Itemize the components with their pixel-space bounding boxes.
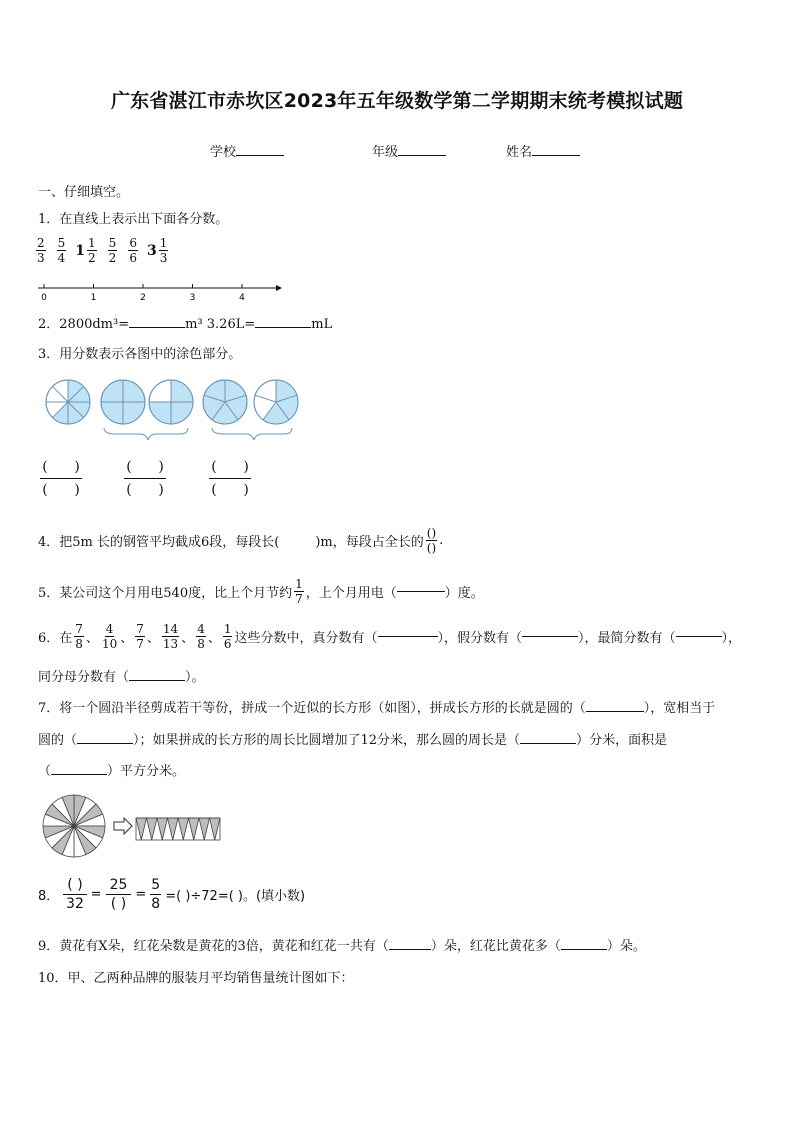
- arrow-icon: [114, 818, 132, 834]
- q6-separator: 、: [181, 631, 195, 646]
- q1-fraction-den: 3: [37, 251, 45, 265]
- q7-blank-4[interactable]: [51, 774, 107, 775]
- q6-blank-1[interactable]: [378, 636, 438, 637]
- question-1-text: 1．在直线上表示出下面各分数。: [38, 212, 229, 227]
- q5-fraction: $\frac{1}{7}$: [295, 577, 303, 606]
- rectangle-sector: [210, 818, 221, 840]
- q1-fraction: [55, 236, 69, 265]
- q8-fraction-2[interactable]: $\frac{25}{( )}$: [106, 876, 132, 913]
- q1-fraction-num: 5: [57, 236, 66, 250]
- fraction-circle: [46, 380, 90, 424]
- q8-fraction-1[interactable]: $\frac{( )}{32}$: [63, 876, 86, 913]
- q1-fraction-den: 4: [57, 251, 66, 265]
- question-7-line-2: 圆的（ ）；如果拼成的长方形的周长比圆增加了12分米，那么圆的周长是（ ）分米，面积是: [38, 733, 668, 748]
- q6-fraction-list: [72, 622, 234, 651]
- fraction-circle: [149, 380, 193, 424]
- q6-blank-3[interactable]: [676, 636, 722, 637]
- q1-fraction-num: 6: [129, 236, 137, 250]
- q6-fraction: $\frac{7}{8}$: [75, 622, 83, 651]
- section-heading: 一、仔细填空。: [38, 185, 130, 200]
- q3-answer-2[interactable]: $\frac{( )}{( )}$: [124, 459, 166, 498]
- q1-fraction: [147, 236, 170, 265]
- number-line-label: 2: [140, 293, 146, 303]
- q9-blank-1[interactable]: [389, 949, 431, 950]
- q6-separator: 、: [207, 631, 221, 646]
- q3-answer-1[interactable]: $\frac{( )}{( )}$: [40, 459, 82, 498]
- fraction-circle: [101, 380, 145, 424]
- rectangle-sector: [136, 818, 147, 840]
- q6-blank-2[interactable]: [522, 636, 578, 637]
- q1-fraction-whole: 3: [146, 242, 157, 259]
- q6-fraction: $\frac{1}{6}$: [223, 622, 232, 651]
- q8-blanks[interactable]: =( )÷72=( )。(填小数): [165, 889, 306, 904]
- q7-blank-1[interactable]: [586, 711, 644, 712]
- number-line-label: 3: [189, 293, 196, 303]
- question-9: 9．黄花有X朵，红花朵数是黄花的3倍，黄花和红花一共有（ ）朵，红花比黄花多（ ）朵。: [38, 939, 646, 954]
- q6-separator: 、: [85, 631, 99, 646]
- q6-fraction: $\frac{7}{7}$: [136, 622, 144, 651]
- q3-circle-figures: [40, 378, 302, 440]
- q1-fraction-den: 3: [159, 251, 168, 265]
- grade-blank[interactable]: [398, 143, 446, 156]
- q2-blank-1[interactable]: [129, 327, 185, 328]
- question-4: 4．把5m 长的钢管平均截成6段，每段长( )m，每段占全长的 $\frac{()}{()}$ .: [38, 526, 444, 555]
- rectangle-sector: [147, 818, 158, 840]
- q1-fraction-num: 1: [88, 236, 96, 250]
- school-blank[interactable]: [236, 143, 284, 156]
- q1-fraction-den: 6: [129, 251, 137, 265]
- rectangle-sector: [189, 818, 200, 840]
- number-line-label: 4: [239, 293, 245, 303]
- q1-fraction-whole: 1: [75, 242, 86, 259]
- q5-blank[interactable]: [397, 591, 445, 592]
- q4-fraction[interactable]: $\frac{()}{()}$: [426, 526, 437, 555]
- q6-separator: 、: [146, 631, 160, 646]
- rectangle-sector: [199, 818, 210, 840]
- q6-fraction: $\frac{4}{8}$: [197, 622, 205, 651]
- rectangle-sector: [168, 818, 179, 840]
- q1-fraction-num: 2: [37, 236, 45, 250]
- q1-fraction: [106, 236, 120, 265]
- q1-fraction-num: 5: [108, 236, 117, 250]
- q8-fraction-3: $\frac{5}{8}$: [151, 877, 161, 912]
- q6-fraction: $\frac{4}{10}$: [101, 622, 118, 651]
- school-field: 学校: [210, 141, 284, 160]
- question-6-line-1: 6．在 $\frac{7}{8}$ 、 $\frac{4}{10}$ 、 $\frac{7}{7}$ 、 $\frac{14}{13}$ 、 $\frac{4}{8}$ 、 $\frac{1}{6}$ 这些分数中，真分数有（ ），假分数有（ ），最简分数有（ ），: [38, 622, 742, 651]
- q7-circle-to-rectangle-figure: [40, 794, 225, 858]
- fraction-circle: [203, 380, 247, 424]
- q1-fraction-list: [34, 236, 170, 265]
- name-field: 姓名: [506, 141, 580, 160]
- q3-answer-3[interactable]: $\frac{( )}{( )}$: [209, 459, 251, 498]
- q6-separator: 、: [120, 631, 134, 646]
- page-title: 广东省湛江市赤坎区2023年五年级数学第二学期期末统考模拟试题: [110, 90, 684, 112]
- q1-fraction: [34, 236, 48, 265]
- number-line: [30, 280, 290, 304]
- q1-fraction: [126, 236, 140, 265]
- q1-fraction-den: 2: [88, 251, 96, 265]
- question-8: 8． $\frac{( )}{32}$ = $\frac{25}{( )}$ = $\frac{5}{8}$ =( )÷72=( )。(填小数): [38, 877, 306, 912]
- q1-fraction-num: 1: [159, 236, 168, 250]
- question-6-line-2: 同分母分数有（ ）。: [38, 670, 205, 685]
- fraction-circle: [254, 380, 298, 424]
- q1-fraction-den: 2: [108, 251, 117, 265]
- number-line-label: 0: [41, 293, 47, 303]
- question-7-line-1: 7．将一个圆沿半径剪成若干等份，拼成一个近似的长方形（如图），拼成长方形的长就是圆的（ ），宽相当于: [38, 701, 716, 716]
- number-line-label: 1: [90, 293, 97, 303]
- name-blank[interactable]: [532, 143, 580, 156]
- q1-fraction: [75, 236, 98, 265]
- rectangle-sector: [178, 818, 189, 840]
- q7-blank-3[interactable]: [520, 743, 576, 744]
- q6-blank-4[interactable]: [129, 680, 185, 681]
- q2-blank-2[interactable]: [255, 327, 311, 328]
- question-3-text: 3．用分数表示各图中的涂色部分。: [38, 347, 242, 362]
- grade-field: 年级: [372, 141, 446, 160]
- q9-blank-2[interactable]: [561, 949, 607, 950]
- question-5: 5．某公司这个月用电540度，比上个月节约 $\frac{1}{7}$ ，上个月用电（ ）度。: [38, 577, 484, 606]
- question-10-text: 10．甲、乙两种品牌的服装月平均销售量统计图如下：: [38, 971, 354, 986]
- question-2: 2．2800dm³= m³ 3.26L= mL: [38, 317, 333, 332]
- q6-fraction: $\frac{14}{13}$: [162, 622, 179, 651]
- question-7-line-3: （ ）平方分米。: [38, 764, 186, 779]
- rectangle-sector: [157, 818, 168, 840]
- q7-blank-2[interactable]: [77, 743, 133, 744]
